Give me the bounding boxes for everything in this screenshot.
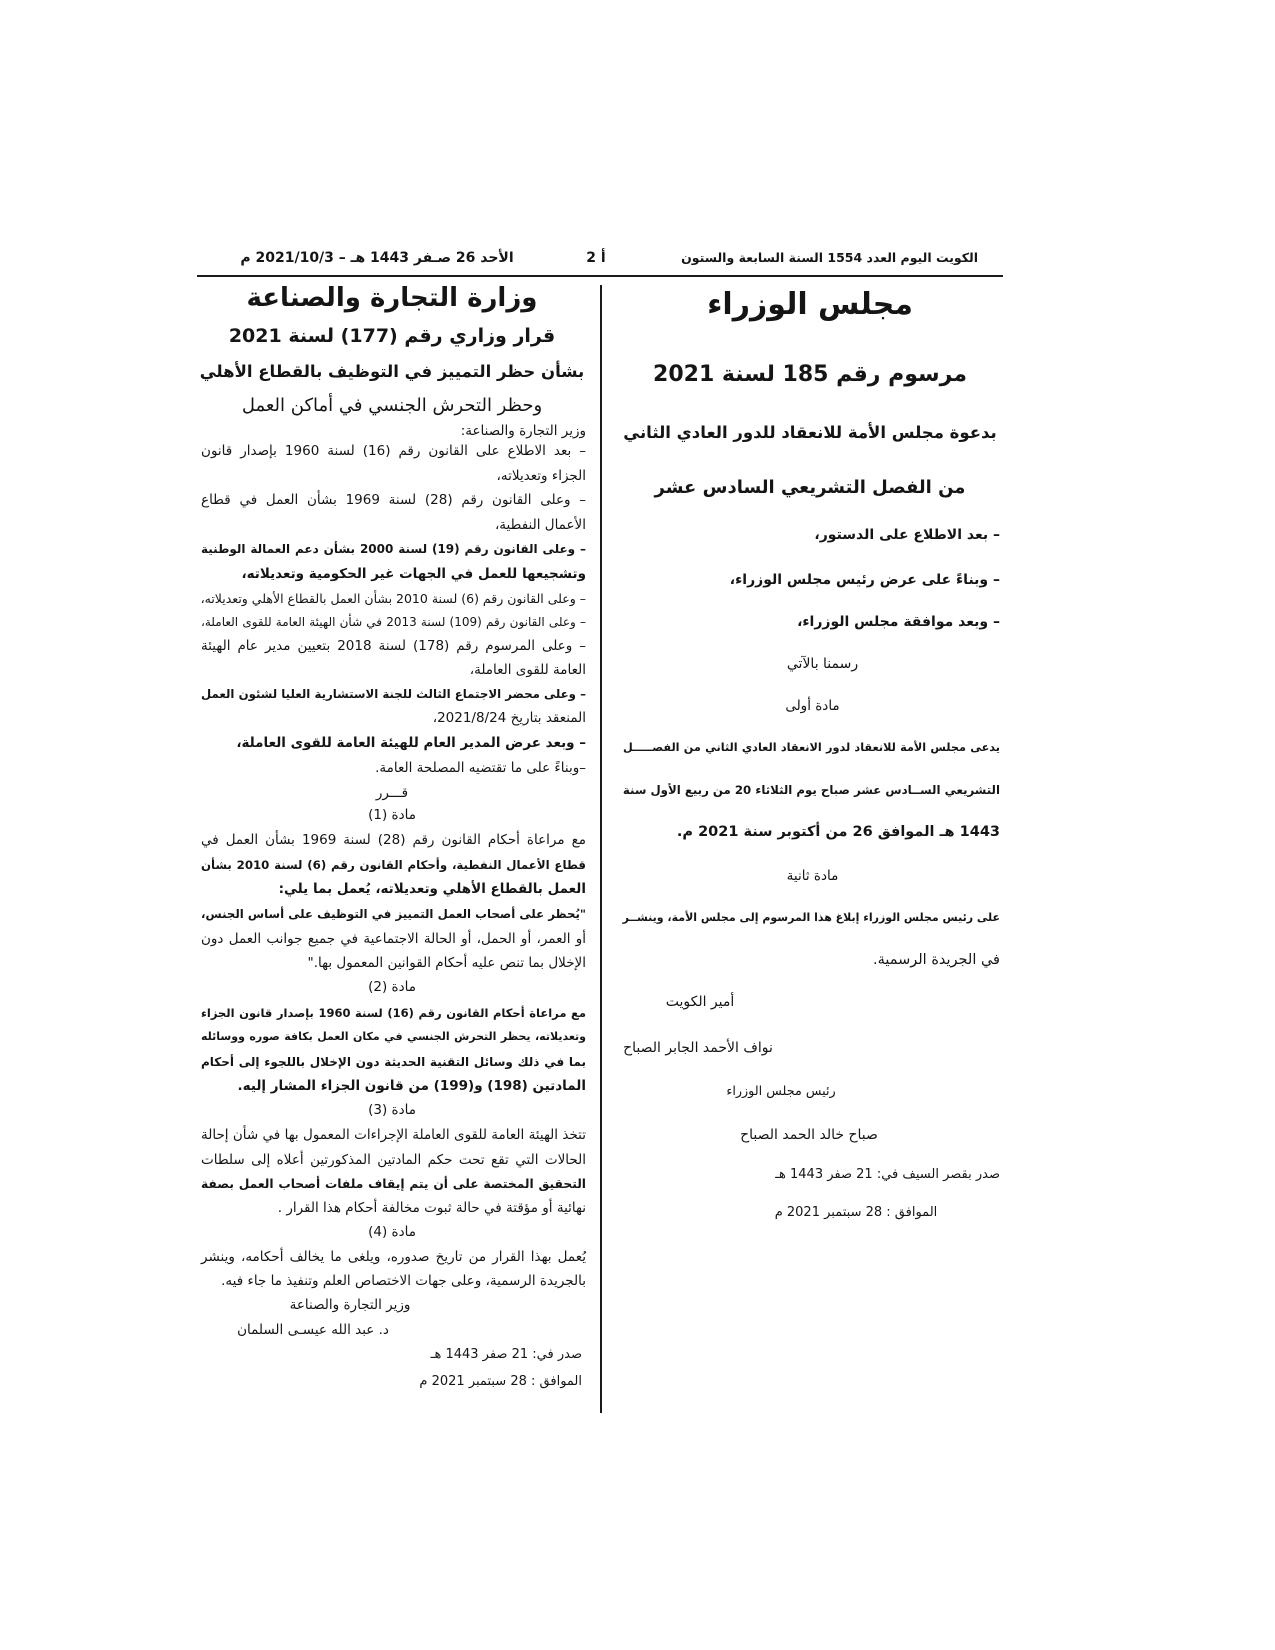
decree-subject-line: من الفصل التشريعي السادس عشر (654, 477, 966, 498)
article-title: مادة (4) (368, 1224, 416, 1240)
resolution-preamble-line: وتشجيعها للعمل في الجهات غير الحكومية وتعديلاته، (241, 566, 586, 582)
resolution-subject-line: وحظر التحرش الجنسي في أماكن العمل (241, 395, 543, 416)
resolution-preamble-line: – وعلى القانون رقم (109) لسنة 2013 في شأن الهيئة العامة للقوى العاملة، (201, 615, 586, 629)
resolution-issue-date: صدر في: 21 صفر 1443 هـ (430, 1347, 582, 1362)
minister-signature-title: وزير التجارة والصناعة (289, 1297, 411, 1313)
decree-enactment-phrase: رسمنا بالآتي (786, 656, 859, 672)
cabinet-heading: مجلس الوزراء (707, 287, 913, 322)
resolution-preamble-line: – وعلى القانون رقم (19) لسنة 2000 بشأن دعم العمالة الوطنية (201, 542, 586, 556)
resolution-decision: قـــرر (375, 785, 409, 801)
article-title: مادة (1) (368, 807, 416, 823)
article-text-line: قطاع الأعمال النفطية، وأحكام القانون رقم (6) لسنة 2010 بشأن (201, 858, 586, 872)
resolution-preamble-line: – وعلى محضر الاجتماع الثالث للجنة الاستشارية العليا لشئون العمل (201, 687, 586, 701)
article-text-line: 1443 هـ الموافق 26 من أكتوبر سنة 2021 م. (676, 824, 1000, 840)
resolution-preamble-line: – بعد الاطلاع على القانون رقم (16) لسنة 1960 بإصدار قانون (201, 443, 586, 459)
ministry-heading: وزارة التجارة والصناعة (246, 283, 538, 313)
article-text-line: بالجريدة الرسمية، وعلى جهات الاختصاص العلم وتنفيذ ما جاء فيه. (221, 1273, 586, 1289)
article-text-line: بما في ذلك وسائل التقنية الحديثة دون الإخلال باللجوء إلى أحكام (201, 1055, 586, 1069)
resolution-preamble-line: العامة للقوى العاملة، (469, 662, 586, 678)
article-text-line: التشريعي الســادس عشر صباح يوم الثلاثاء 20 من ربيع الأول سنة (622, 783, 1000, 797)
article-text-line: على رئيس مجلس الوزراء إبلاغ هذا المرسوم إلى مجلس الأمة، وينشــر (622, 911, 1000, 924)
header-page-number: أ 2 (586, 250, 606, 266)
resolution-preamble-line: –وبناءً على ما تقتضيه المصلحة العامة. (375, 760, 586, 776)
resolution-preamble-line: – وعلى القانون رقم (6) لسنة 2010 بشأن العمل بالقطاع الأهلي وتعديلاته، (200, 591, 586, 606)
article-text-line: تتخذ الهيئة العامة للقوى العاملة الإجراءات المعمول بها في شأن إحالة (201, 1127, 586, 1143)
resolution-preamble-line: – وبعد عرض المدير العام للهيئة العامة للقوى العاملة، (236, 735, 586, 751)
article-text-line: في الجريدة الرسمية. (872, 952, 1000, 968)
resolution-subject-line: بشأن حظر التمييز في التوظيف بالقطاع الأهلي (199, 362, 585, 381)
article-text-line: "يُحظر على أصحاب العمل التمييز في التوظيف على أساس الجنس، (201, 907, 586, 921)
decree-issue-date: صدر بقصر السيف في: 21 صفر 1443 هـ (775, 1167, 1000, 1182)
header-date: الأحد 26 صـفر 1443 هـ – 2021/10/3 م (240, 250, 514, 266)
article-text-line: أو العمر، أو الحمل، أو الحالة الاجتماعية في جميع جوانب العمل دون (201, 931, 586, 947)
article-text-line: المادتين (198) و(199) من قانون الجزاء المشار إليه. (237, 1078, 586, 1094)
resolution-preamble-line: – وعلى القانون رقم (28) لسنة 1969 بشأن العمل في قطاع (201, 492, 586, 508)
resolution-preamble-line: – وعلى المرسوم رقم (178) لسنة 2018 بتعيين مدير عام الهيئة (201, 638, 586, 654)
resolution-preamble-line: الأعمال النفطية، (494, 517, 586, 533)
article-text-line: الحالات التي تقع تحت حكم المادتين المذكورتين أعلاه إلى سلطات (201, 1152, 586, 1168)
column-divider (600, 285, 602, 1413)
decree-number: مرسوم رقم 185 لسنة 2021 (653, 362, 967, 387)
article-text-line: وتعديلاته، يحظر التحرش الجنسي في مكان العمل بكافة صوره ووسائله (201, 1030, 586, 1043)
decree-subject-line: بدعوة مجلس الأمة للانعقاد للدور العادي الثاني (623, 423, 997, 442)
minister-name: د. عبد الله عيسـى السلمان (237, 1322, 389, 1338)
minister-intro: وزير التجارة والصناعة: (460, 423, 586, 439)
resolution-number: قرار وزاري رقم (177) لسنة 2021 (228, 325, 556, 347)
article-text-line: يدعى مجلس الأمة للانعقاد لدور الانعقاد العادي الثاني من الفصـــــل (623, 741, 1000, 754)
emir-name: نواف الأحمد الجابر الصباح (623, 1040, 773, 1056)
article-title: مادة (3) (368, 1102, 416, 1118)
emir-title: أمير الكويت (665, 994, 735, 1010)
article-title: مادة ثانية (786, 868, 839, 884)
prime-minister-name: صباح خالد الحمد الصباح (740, 1127, 878, 1143)
resolution-preamble-line: الجزاء وتعديلاته، (496, 468, 586, 484)
article-title: مادة أولى (785, 698, 840, 714)
resolution-gregorian-date: الموافق : 28 سبتمبر 2021 م (419, 1374, 582, 1389)
article-text-line: نهائية أو مؤقتة في حالة ثبوت مخالفة أحكام هذا القرار . (277, 1200, 586, 1216)
decree-gregorian-date: الموافق : 28 سبتمبر 2021 م (774, 1205, 938, 1220)
article-text-line: مع مراعاة أحكام القانون رقم (28) لسنة 1969 بشأن العمل في (201, 832, 586, 848)
cabinet-decree-column (620, 0, 1000, 1650)
resolution-preamble-line: المنعقد بتاريخ 2021/8/24، (432, 710, 586, 726)
ministry-resolution-column (198, 0, 586, 1650)
article-text-line: العمل بالقطاع الأهلي وتعديلاته، يُعمل بما يلي: (278, 881, 586, 897)
article-text-line: يُعمل بهذا القرار من تاريخ صدوره، ويلغى ما يخالف أحكامه، وينشر (201, 1249, 586, 1265)
header-issue-info: الكويت اليوم العدد 1554 السنة السابعة والستون (681, 250, 978, 265)
article-text-line: الإخلال بما تنص عليه أحكام القوانين المعمول بها." (307, 955, 586, 971)
article-title: مادة (2) (368, 979, 416, 995)
article-text-line: مع مراعاة أحكام القانون رقم (16) لسنة 1960 بإصدار قانون الجزاء (201, 1006, 586, 1020)
decree-preamble-line: – وبناءً على عرض رئيس مجلس الوزراء، (729, 572, 1000, 588)
prime-minister-title: رئيس مجلس الوزراء (726, 1084, 836, 1099)
article-text-line: التحقيق المختصة على أن يتم إيقاف ملفات أصحاب العمل بصفة (201, 1177, 586, 1191)
decree-preamble-line: – بعد الاطلاع على الدستور، (814, 527, 1000, 543)
decree-preamble-line: – وبعد موافقة مجلس الوزراء، (797, 614, 1000, 630)
